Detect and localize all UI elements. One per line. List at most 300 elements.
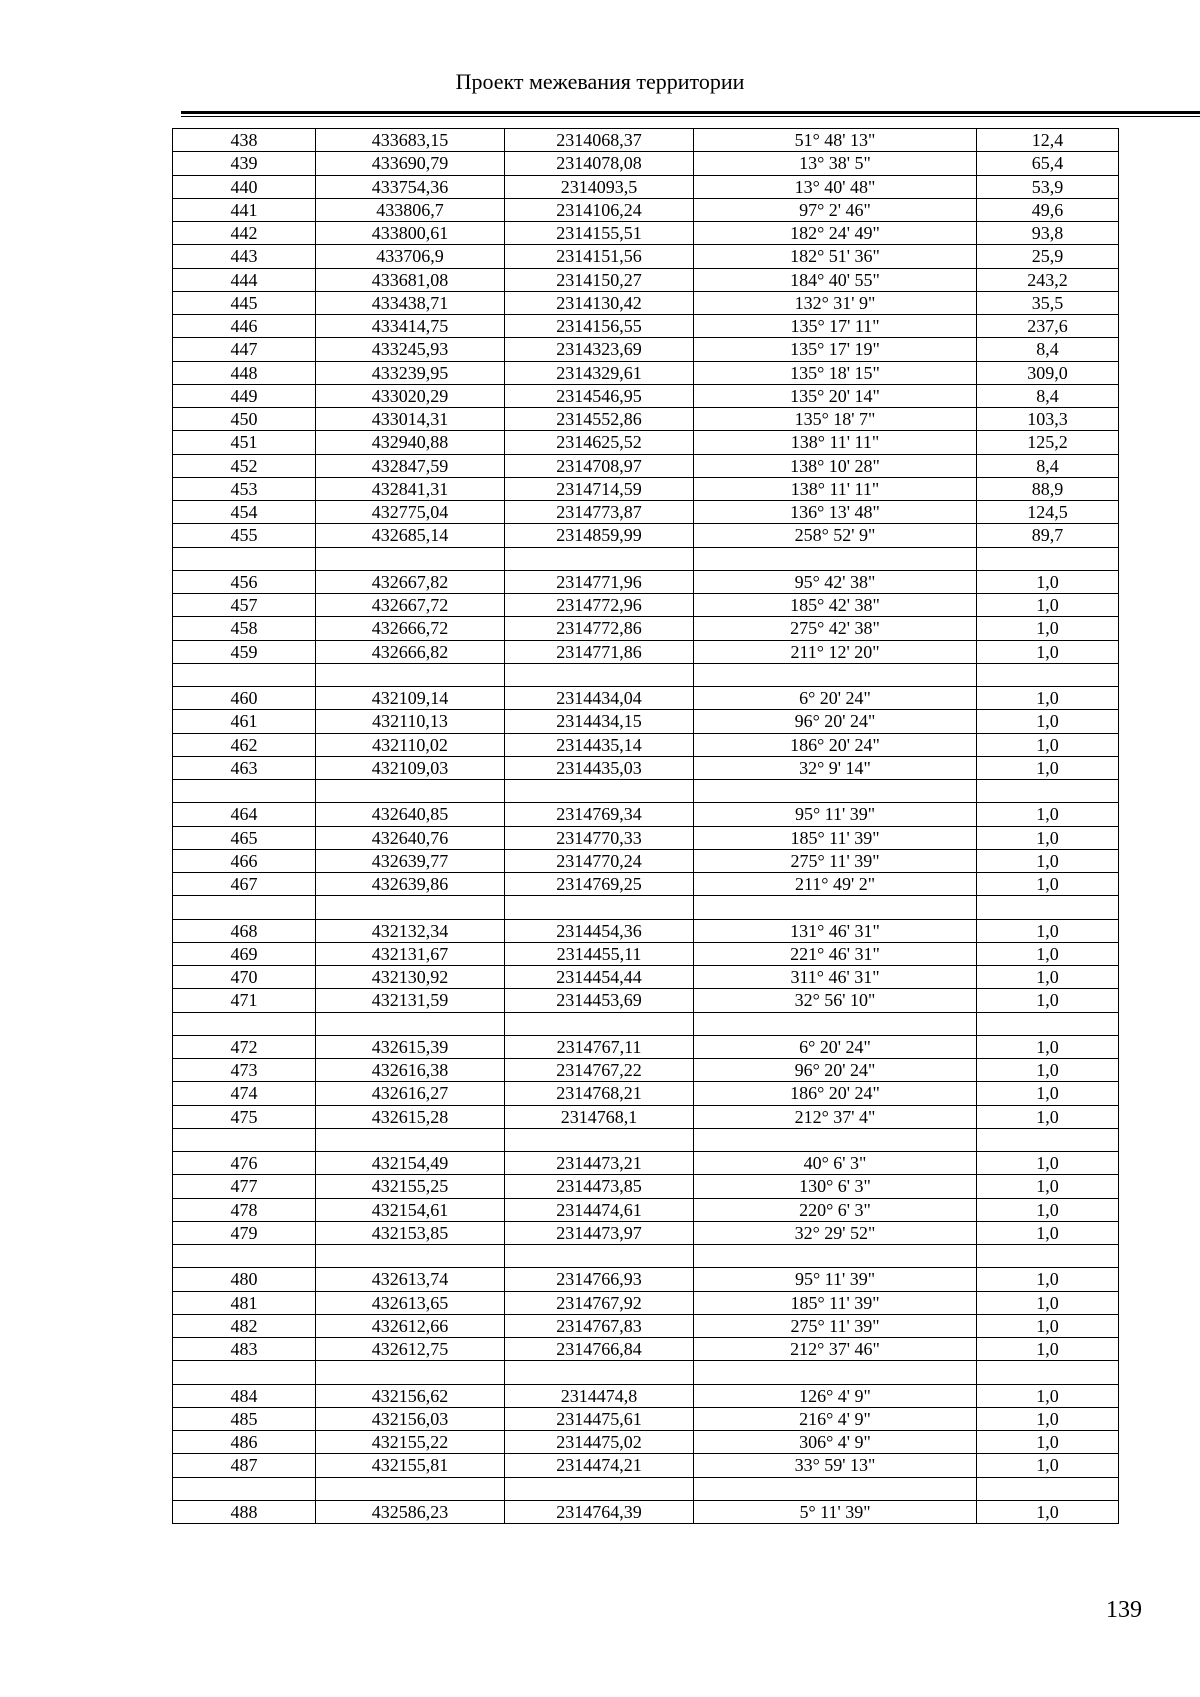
x-coordinate-cell: 433020,29 [316, 384, 505, 407]
direction-angle-cell: 130° 6' 3" [694, 1175, 977, 1198]
table-separator-row [173, 780, 1119, 803]
table-row [173, 849, 1119, 872]
point-number-cell: 458 [173, 617, 316, 640]
table-separator-row [173, 1128, 1119, 1151]
table-row [173, 431, 1119, 454]
x-coordinate-cell: 432667,72 [316, 594, 505, 617]
y-coordinate-cell: 2314473,21 [505, 1152, 694, 1175]
x-coordinate-cell: 432640,85 [316, 803, 505, 826]
direction-angle-cell: 135° 17' 11" [694, 315, 977, 338]
x-coordinate-cell [316, 1361, 505, 1384]
distance-cell: 1,0 [977, 1198, 1119, 1221]
point-number-cell: 439 [173, 152, 316, 175]
y-coordinate-cell: 2314770,24 [505, 849, 694, 872]
point-number-cell: 460 [173, 687, 316, 710]
point-number-cell: 464 [173, 803, 316, 826]
y-coordinate-cell: 2314769,34 [505, 803, 694, 826]
table-row [173, 873, 1119, 896]
distance-cell: 1,0 [977, 849, 1119, 872]
distance-cell: 35,5 [977, 291, 1119, 314]
y-coordinate-cell: 2314473,97 [505, 1221, 694, 1244]
distance-cell: 1,0 [977, 919, 1119, 942]
direction-angle-cell: 33° 59' 13" [694, 1454, 977, 1477]
table-row [173, 1500, 1119, 1523]
point-number-cell: 463 [173, 756, 316, 779]
distance-cell: 25,9 [977, 245, 1119, 268]
x-coordinate-cell: 432155,25 [316, 1175, 505, 1198]
x-coordinate-cell: 432109,03 [316, 756, 505, 779]
x-coordinate-cell: 432156,62 [316, 1384, 505, 1407]
table-row [173, 477, 1119, 500]
point-number-cell: 453 [173, 477, 316, 500]
direction-angle-cell: 138° 10' 28" [694, 454, 977, 477]
y-coordinate-cell: 2314767,83 [505, 1314, 694, 1337]
y-coordinate-cell: 2314767,11 [505, 1035, 694, 1058]
x-coordinate-cell: 433806,7 [316, 198, 505, 221]
x-coordinate-cell: 432110,13 [316, 710, 505, 733]
table-row [173, 338, 1119, 361]
distance-cell: 1,0 [977, 1314, 1119, 1337]
direction-angle-cell: 258° 52' 9" [694, 524, 977, 547]
point-number-cell [173, 1477, 316, 1500]
y-coordinate-cell: 2314475,02 [505, 1431, 694, 1454]
y-coordinate-cell: 2314323,69 [505, 338, 694, 361]
x-coordinate-cell: 432841,31 [316, 477, 505, 500]
direction-angle-cell: 211° 12' 20" [694, 640, 977, 663]
x-coordinate-cell [316, 1012, 505, 1035]
x-coordinate-cell: 432685,14 [316, 524, 505, 547]
y-coordinate-cell: 2314455,11 [505, 942, 694, 965]
point-number-cell: 462 [173, 733, 316, 756]
point-number-cell: 473 [173, 1059, 316, 1082]
point-number-cell: 438 [173, 129, 316, 152]
distance-cell: 1,0 [977, 640, 1119, 663]
direction-angle-cell [694, 1361, 977, 1384]
table-separator-row [173, 663, 1119, 686]
distance-cell: 1,0 [977, 1059, 1119, 1082]
direction-angle-cell: 131° 46' 31" [694, 919, 977, 942]
direction-angle-cell: 221° 46' 31" [694, 942, 977, 965]
direction-angle-cell [694, 1477, 977, 1500]
y-coordinate-cell: 2314767,92 [505, 1291, 694, 1314]
direction-angle-cell: 132° 31' 9" [694, 291, 977, 314]
distance-cell: 53,9 [977, 175, 1119, 198]
distance-cell: 1,0 [977, 1291, 1119, 1314]
distance-cell: 1,0 [977, 989, 1119, 1012]
distance-cell [977, 547, 1119, 570]
point-number-cell: 447 [173, 338, 316, 361]
page-header-title: Проект межевания территории [455, 69, 745, 94]
y-coordinate-cell: 2314770,33 [505, 826, 694, 849]
point-number-cell: 487 [173, 1454, 316, 1477]
direction-angle-cell [694, 547, 977, 570]
x-coordinate-cell [316, 1128, 505, 1151]
y-coordinate-cell: 2314150,27 [505, 268, 694, 291]
table-row [173, 1454, 1119, 1477]
table-row [173, 152, 1119, 175]
point-number-cell: 482 [173, 1314, 316, 1337]
coordinates-table [172, 128, 1119, 1524]
table-row [173, 687, 1119, 710]
y-coordinate-cell: 2314771,86 [505, 640, 694, 663]
table-row [173, 1407, 1119, 1430]
table-row [173, 198, 1119, 221]
point-number-cell: 480 [173, 1268, 316, 1291]
x-coordinate-cell: 432613,74 [316, 1268, 505, 1291]
x-coordinate-cell: 432109,14 [316, 687, 505, 710]
table-row [173, 268, 1119, 291]
direction-angle-cell: 182° 24' 49" [694, 222, 977, 245]
x-coordinate-cell: 432131,59 [316, 989, 505, 1012]
point-number-cell: 442 [173, 222, 316, 245]
distance-cell: 1,0 [977, 803, 1119, 826]
point-number-cell: 466 [173, 849, 316, 872]
x-coordinate-cell [316, 1245, 505, 1268]
point-number-cell: 471 [173, 989, 316, 1012]
x-coordinate-cell: 432156,03 [316, 1407, 505, 1430]
direction-angle-cell: 212° 37' 4" [694, 1105, 977, 1128]
distance-cell: 1,0 [977, 1500, 1119, 1523]
direction-angle-cell: 136° 13' 48" [694, 501, 977, 524]
distance-cell: 1,0 [977, 710, 1119, 733]
table-row [173, 384, 1119, 407]
point-number-cell: 475 [173, 1105, 316, 1128]
table-row [173, 1035, 1119, 1058]
x-coordinate-cell: 433438,71 [316, 291, 505, 314]
direction-angle-cell: 97° 2' 46" [694, 198, 977, 221]
point-number-cell [173, 1012, 316, 1035]
x-coordinate-cell: 433706,9 [316, 245, 505, 268]
distance-cell: 1,0 [977, 1431, 1119, 1454]
point-number-cell: 483 [173, 1338, 316, 1361]
direction-angle-cell: 95° 42' 38" [694, 570, 977, 593]
direction-angle-cell: 306° 4' 9" [694, 1431, 977, 1454]
x-coordinate-cell: 432131,67 [316, 942, 505, 965]
distance-cell: 65,4 [977, 152, 1119, 175]
table-row [173, 501, 1119, 524]
direction-angle-cell: 212° 37' 46" [694, 1338, 977, 1361]
point-number-cell [173, 1245, 316, 1268]
direction-angle-cell: 51° 48' 13" [694, 129, 977, 152]
y-coordinate-cell: 2314106,24 [505, 198, 694, 221]
x-coordinate-cell: 433014,31 [316, 408, 505, 431]
distance-cell: 243,2 [977, 268, 1119, 291]
y-coordinate-cell: 2314434,15 [505, 710, 694, 733]
point-number-cell: 467 [173, 873, 316, 896]
point-number-cell: 451 [173, 431, 316, 454]
x-coordinate-cell: 432613,65 [316, 1291, 505, 1314]
distance-cell: 88,9 [977, 477, 1119, 500]
table-row [173, 408, 1119, 431]
direction-angle-cell: 6° 20' 24" [694, 687, 977, 710]
distance-cell: 1,0 [977, 1175, 1119, 1198]
distance-cell: 1,0 [977, 1082, 1119, 1105]
y-coordinate-cell: 2314156,55 [505, 315, 694, 338]
table-row [173, 361, 1119, 384]
x-coordinate-cell: 433414,75 [316, 315, 505, 338]
distance-cell: 1,0 [977, 1221, 1119, 1244]
x-coordinate-cell: 432132,34 [316, 919, 505, 942]
table-row [173, 756, 1119, 779]
table-row [173, 826, 1119, 849]
table-row [173, 803, 1119, 826]
distance-cell [977, 1245, 1119, 1268]
direction-angle-cell: 96° 20' 24" [694, 1059, 977, 1082]
y-coordinate-cell: 2314767,22 [505, 1059, 694, 1082]
direction-angle-cell: 135° 18' 7" [694, 408, 977, 431]
table-row [173, 1338, 1119, 1361]
direction-angle-cell: 275° 11' 39" [694, 1314, 977, 1337]
x-coordinate-cell: 432639,77 [316, 849, 505, 872]
x-coordinate-cell: 433681,08 [316, 268, 505, 291]
direction-angle-cell: 95° 11' 39" [694, 1268, 977, 1291]
direction-angle-cell: 96° 20' 24" [694, 710, 977, 733]
y-coordinate-cell: 2314454,36 [505, 919, 694, 942]
point-number-cell: 450 [173, 408, 316, 431]
x-coordinate-cell: 432154,49 [316, 1152, 505, 1175]
table-separator-row [173, 547, 1119, 570]
point-number-cell: 448 [173, 361, 316, 384]
x-coordinate-cell [316, 1477, 505, 1500]
distance-cell [977, 1012, 1119, 1035]
direction-angle-cell: 135° 20' 14" [694, 384, 977, 407]
x-coordinate-cell: 432154,61 [316, 1198, 505, 1221]
y-coordinate-cell: 2314435,03 [505, 756, 694, 779]
y-coordinate-cell: 2314771,96 [505, 570, 694, 593]
x-coordinate-cell: 432615,39 [316, 1035, 505, 1058]
point-number-cell: 461 [173, 710, 316, 733]
point-number-cell: 481 [173, 1291, 316, 1314]
distance-cell: 103,3 [977, 408, 1119, 431]
table-separator-row [173, 1477, 1119, 1500]
x-coordinate-cell: 432612,75 [316, 1338, 505, 1361]
direction-angle-cell: 186° 20' 24" [694, 733, 977, 756]
y-coordinate-cell: 2314766,84 [505, 1338, 694, 1361]
header-rule-thick [181, 111, 1200, 114]
y-coordinate-cell: 2314766,93 [505, 1268, 694, 1291]
y-coordinate-cell: 2314773,87 [505, 501, 694, 524]
x-coordinate-cell: 432666,82 [316, 640, 505, 663]
distance-cell: 1,0 [977, 1454, 1119, 1477]
y-coordinate-cell: 2314078,08 [505, 152, 694, 175]
direction-angle-cell [694, 780, 977, 803]
table-row [173, 1105, 1119, 1128]
x-coordinate-cell: 432667,82 [316, 570, 505, 593]
point-number-cell: 452 [173, 454, 316, 477]
header-rule-thin [181, 116, 1200, 117]
y-coordinate-cell: 2314151,56 [505, 245, 694, 268]
x-coordinate-cell: 432130,92 [316, 966, 505, 989]
table-row [173, 710, 1119, 733]
distance-cell: 1,0 [977, 1338, 1119, 1361]
direction-angle-cell: 6° 20' 24" [694, 1035, 977, 1058]
page-number: 139 [1106, 1597, 1142, 1623]
table-row [173, 524, 1119, 547]
distance-cell: 1,0 [977, 594, 1119, 617]
point-number-cell [173, 1128, 316, 1151]
x-coordinate-cell: 433754,36 [316, 175, 505, 198]
distance-cell: 49,6 [977, 198, 1119, 221]
distance-cell: 1,0 [977, 966, 1119, 989]
y-coordinate-cell [505, 780, 694, 803]
table-row [173, 454, 1119, 477]
point-number-cell: 445 [173, 291, 316, 314]
point-number-cell [173, 663, 316, 686]
direction-angle-cell: 216° 4' 9" [694, 1407, 977, 1430]
y-coordinate-cell: 2314474,8 [505, 1384, 694, 1407]
distance-cell: 8,4 [977, 384, 1119, 407]
x-coordinate-cell: 432155,22 [316, 1431, 505, 1454]
y-coordinate-cell [505, 1361, 694, 1384]
table-row [173, 570, 1119, 593]
y-coordinate-cell: 2314546,95 [505, 384, 694, 407]
x-coordinate-cell: 432775,04 [316, 501, 505, 524]
x-coordinate-cell: 432666,72 [316, 617, 505, 640]
y-coordinate-cell: 2314473,85 [505, 1175, 694, 1198]
direction-angle-cell [694, 1245, 977, 1268]
distance-cell: 124,5 [977, 501, 1119, 524]
direction-angle-cell: 32° 9' 14" [694, 756, 977, 779]
y-coordinate-cell: 2314552,86 [505, 408, 694, 431]
distance-cell: 8,4 [977, 454, 1119, 477]
distance-cell: 237,6 [977, 315, 1119, 338]
y-coordinate-cell: 2314859,99 [505, 524, 694, 547]
point-number-cell: 465 [173, 826, 316, 849]
point-number-cell: 477 [173, 1175, 316, 1198]
direction-angle-cell: 138° 11' 11" [694, 431, 977, 454]
x-coordinate-cell [316, 547, 505, 570]
direction-angle-cell: 135° 17' 19" [694, 338, 977, 361]
point-number-cell: 456 [173, 570, 316, 593]
direction-angle-cell: 5° 11' 39" [694, 1500, 977, 1523]
x-coordinate-cell: 432153,85 [316, 1221, 505, 1244]
x-coordinate-cell: 432640,76 [316, 826, 505, 849]
direction-angle-cell: 311° 46' 31" [694, 966, 977, 989]
table-row [173, 1082, 1119, 1105]
table-row [173, 315, 1119, 338]
y-coordinate-cell: 2314068,37 [505, 129, 694, 152]
distance-cell: 93,8 [977, 222, 1119, 245]
direction-angle-cell: 95° 11' 39" [694, 803, 977, 826]
direction-angle-cell: 185° 11' 39" [694, 826, 977, 849]
distance-cell [977, 780, 1119, 803]
distance-cell: 1,0 [977, 756, 1119, 779]
y-coordinate-cell: 2314453,69 [505, 989, 694, 1012]
table-row [173, 1268, 1119, 1291]
point-number-cell: 443 [173, 245, 316, 268]
x-coordinate-cell: 432847,59 [316, 454, 505, 477]
x-coordinate-cell: 433690,79 [316, 152, 505, 175]
table-row [173, 291, 1119, 314]
point-number-cell: 468 [173, 919, 316, 942]
x-coordinate-cell: 433800,61 [316, 222, 505, 245]
distance-cell: 1,0 [977, 617, 1119, 640]
point-number-cell: 459 [173, 640, 316, 663]
y-coordinate-cell: 2314474,61 [505, 1198, 694, 1221]
direction-angle-cell: 135° 18' 15" [694, 361, 977, 384]
x-coordinate-cell [316, 663, 505, 686]
point-number-cell: 444 [173, 268, 316, 291]
direction-angle-cell: 275° 42' 38" [694, 617, 977, 640]
direction-angle-cell: 13° 40' 48" [694, 175, 977, 198]
point-number-cell [173, 1361, 316, 1384]
point-number-cell: 446 [173, 315, 316, 338]
direction-angle-cell [694, 1128, 977, 1151]
distance-cell: 1,0 [977, 1268, 1119, 1291]
coordinates-table-body [173, 129, 1119, 1524]
x-coordinate-cell: 432615,28 [316, 1105, 505, 1128]
point-number-cell: 486 [173, 1431, 316, 1454]
table-row [173, 617, 1119, 640]
y-coordinate-cell: 2314329,61 [505, 361, 694, 384]
point-number-cell [173, 896, 316, 919]
table-row [173, 129, 1119, 152]
point-number-cell [173, 547, 316, 570]
direction-angle-cell [694, 663, 977, 686]
x-coordinate-cell: 432155,81 [316, 1454, 505, 1477]
table-row [173, 175, 1119, 198]
y-coordinate-cell: 2314625,52 [505, 431, 694, 454]
point-number-cell: 488 [173, 1500, 316, 1523]
y-coordinate-cell: 2314768,1 [505, 1105, 694, 1128]
point-number-cell: 472 [173, 1035, 316, 1058]
y-coordinate-cell [505, 1245, 694, 1268]
y-coordinate-cell: 2314768,21 [505, 1082, 694, 1105]
distance-cell [977, 663, 1119, 686]
y-coordinate-cell [505, 1012, 694, 1035]
y-coordinate-cell: 2314772,86 [505, 617, 694, 640]
table-row [173, 245, 1119, 268]
x-coordinate-cell [316, 780, 505, 803]
direction-angle-cell: 138° 11' 11" [694, 477, 977, 500]
distance-cell: 12,4 [977, 129, 1119, 152]
direction-angle-cell: 126° 4' 9" [694, 1384, 977, 1407]
table-row [173, 966, 1119, 989]
distance-cell [977, 1361, 1119, 1384]
direction-angle-cell: 182° 51' 36" [694, 245, 977, 268]
direction-angle-cell [694, 1012, 977, 1035]
distance-cell: 125,2 [977, 431, 1119, 454]
y-coordinate-cell [505, 896, 694, 919]
y-coordinate-cell: 2314708,97 [505, 454, 694, 477]
table-row [173, 1431, 1119, 1454]
x-coordinate-cell: 432586,23 [316, 1500, 505, 1523]
distance-cell [977, 1128, 1119, 1151]
x-coordinate-cell: 432616,38 [316, 1059, 505, 1082]
table-row [173, 594, 1119, 617]
x-coordinate-cell: 433245,93 [316, 338, 505, 361]
direction-angle-cell: 220° 6' 3" [694, 1198, 977, 1221]
table-row [173, 640, 1119, 663]
table-row [173, 1314, 1119, 1337]
point-number-cell: 440 [173, 175, 316, 198]
table-separator-row [173, 1361, 1119, 1384]
point-number-cell: 469 [173, 942, 316, 965]
x-coordinate-cell: 433683,15 [316, 129, 505, 152]
y-coordinate-cell [505, 1477, 694, 1500]
table-separator-row [173, 896, 1119, 919]
distance-cell: 1,0 [977, 1105, 1119, 1128]
distance-cell: 89,7 [977, 524, 1119, 547]
point-number-cell: 474 [173, 1082, 316, 1105]
point-number-cell: 476 [173, 1152, 316, 1175]
point-number-cell: 457 [173, 594, 316, 617]
y-coordinate-cell: 2314714,59 [505, 477, 694, 500]
y-coordinate-cell [505, 663, 694, 686]
table-row [173, 222, 1119, 245]
direction-angle-cell: 32° 29' 52" [694, 1221, 977, 1244]
distance-cell [977, 1477, 1119, 1500]
